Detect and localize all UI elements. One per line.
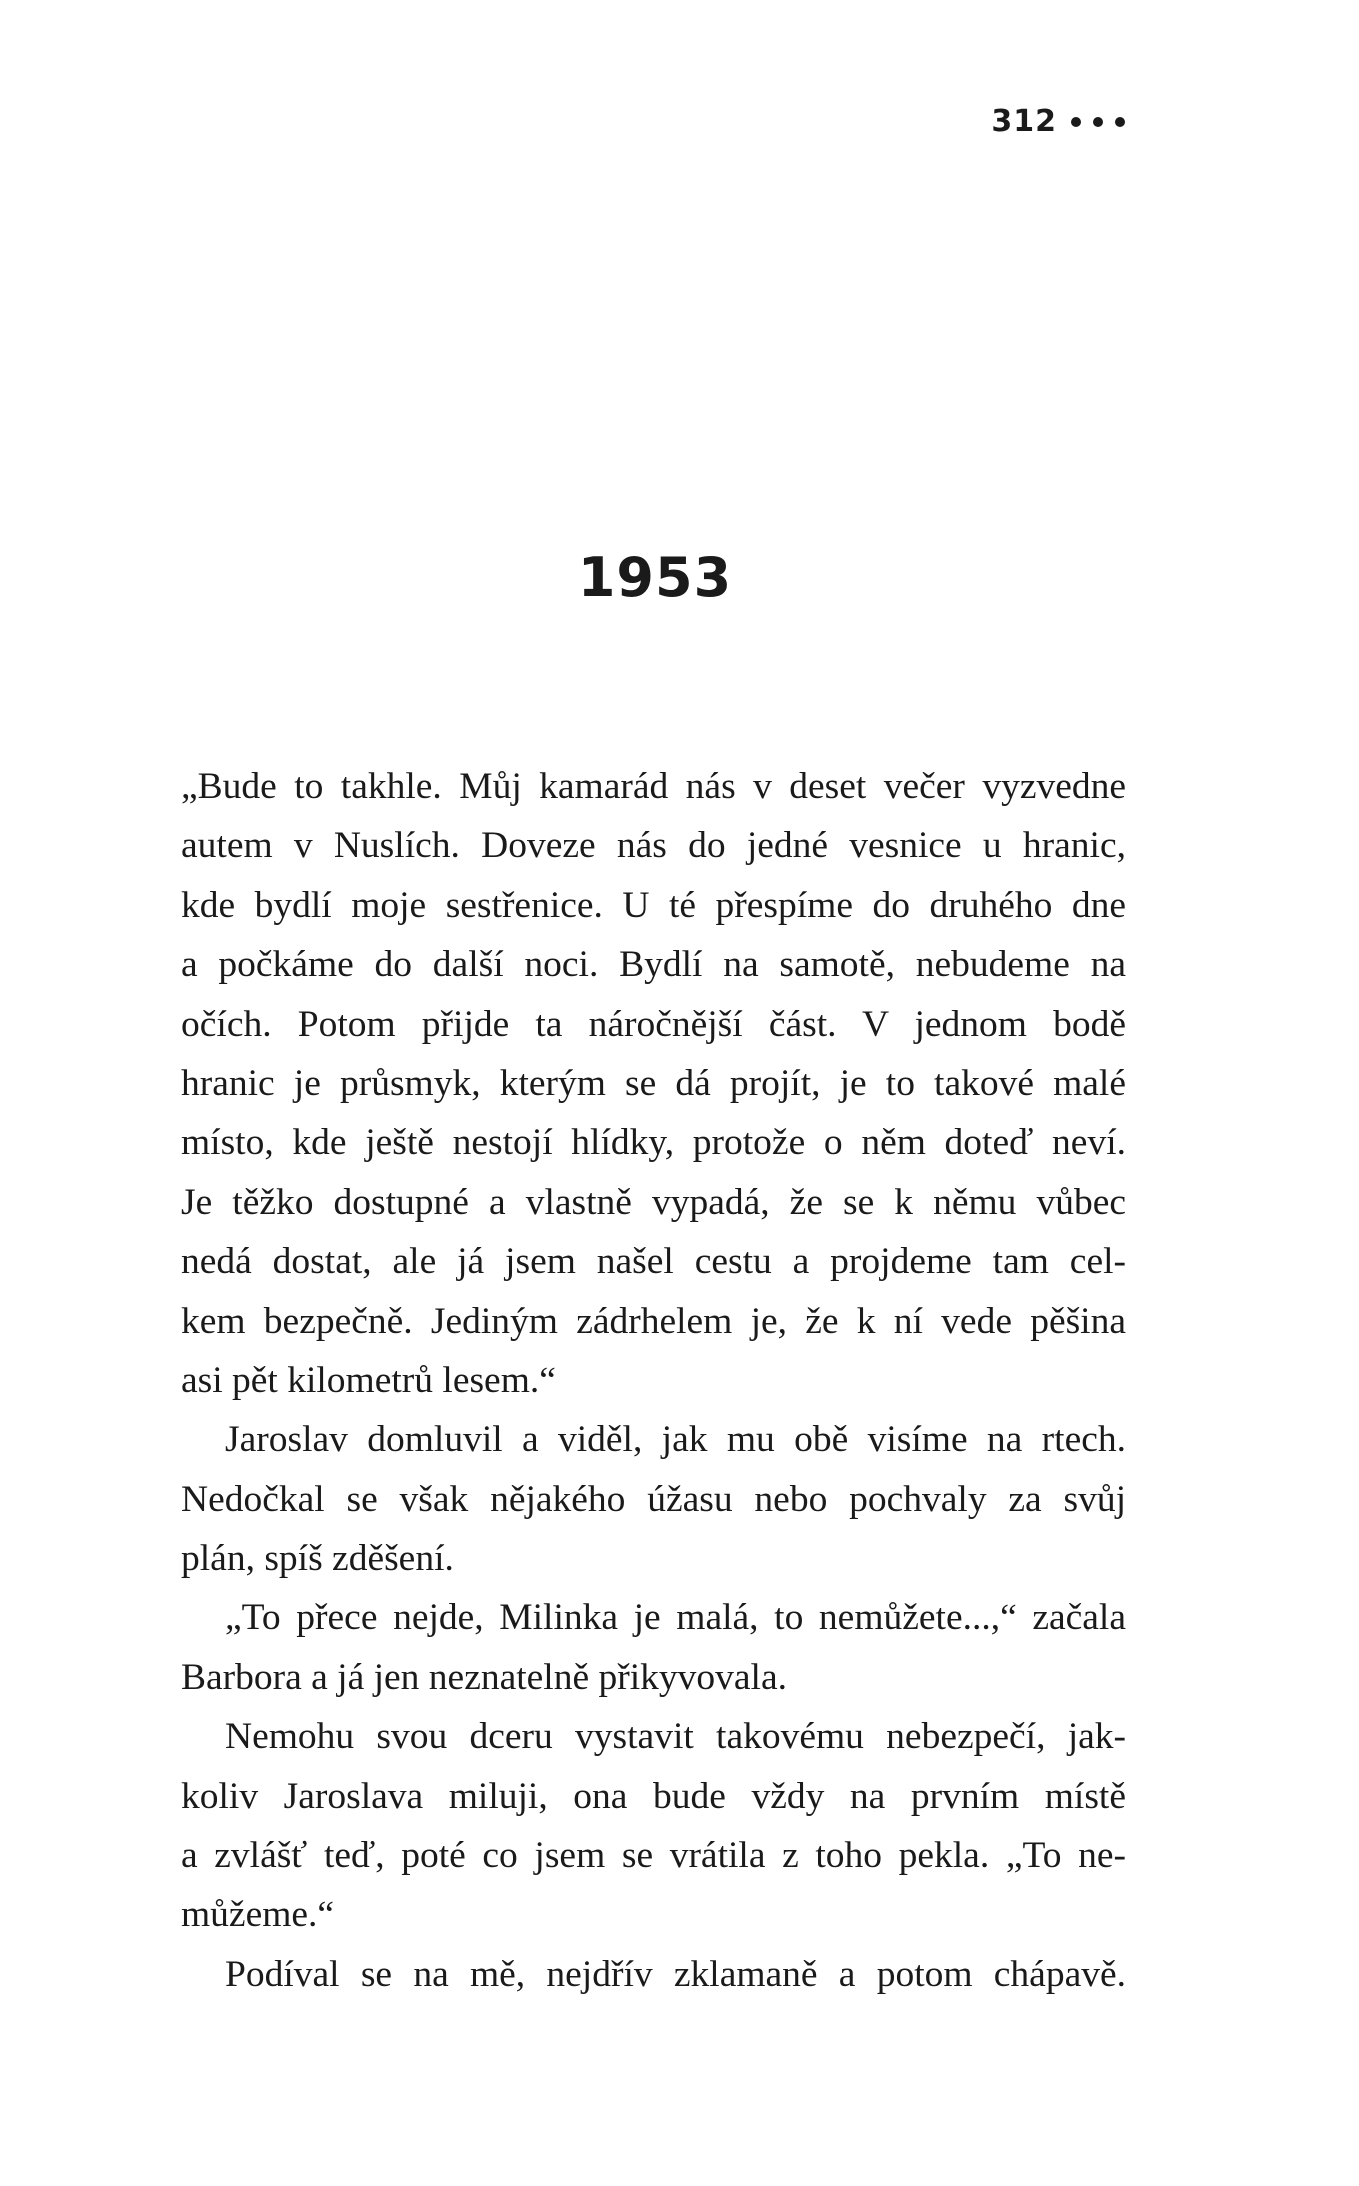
- text-line: koliv Jaroslava miluji, ona bude vždy na prvním místě: [181, 1775, 1126, 1817]
- text-line: můžeme.“: [181, 1894, 335, 1936]
- page-number-value: 312: [991, 104, 1057, 139]
- body-text: [181, 757, 1126, 2004]
- page-number: [991, 104, 1125, 139]
- text-line: místo, kde ještě nestojí hlídky, protože o něm doteď neví.: [181, 1122, 1126, 1164]
- text-line: kde bydlí moje sestřenice. U té přespíme do druhého dne: [181, 884, 1126, 926]
- text-line: „Bude to takhle. Můj kamarád nás v deset večer vyzvedne: [181, 766, 1126, 807]
- text-line: plán, spíš zděšení.: [181, 1538, 454, 1580]
- text-line: a počkáme do další noci. Bydlí na samotě, nebudeme na: [181, 944, 1126, 986]
- text-line: očích. Potom přijde ta náročnější část. V jednom bodě: [181, 1003, 1126, 1045]
- ornament-dot: [1115, 117, 1125, 127]
- ornament-dot: [1071, 117, 1081, 127]
- text-line: nedá dostat, ale já jsem našel cestu a projdeme tam cel-: [181, 1241, 1126, 1283]
- text-line: autem v Nuslích. Doveze nás do jedné vesnice u hranic,: [181, 825, 1126, 867]
- text-line: Barbora a já jen neznatelně přikyvovala.: [181, 1656, 787, 1698]
- text-line: Nemohu svou dceru vystavit takovému nebezpečí, jak-: [225, 1716, 1126, 1758]
- text-line: hranic je průsmyk, kterým se dá projít, je to takové malé: [181, 1062, 1126, 1104]
- text-line: asi pět kilometrů lesem.“: [181, 1359, 556, 1401]
- ornament-dot: [1093, 117, 1103, 127]
- text-line: a zvlášť teď, poté co jsem se vrátila z toho pekla. „To ne-: [181, 1835, 1126, 1877]
- ornament-dots: [1071, 117, 1125, 127]
- text-line: Podíval se na mě, nejdřív zklamaně a potom chápavě.: [225, 1953, 1126, 1995]
- text-line: Je těžko dostupné a vlastně vypadá, že se k němu vůbec: [181, 1181, 1126, 1223]
- text-line: „To přece nejde, Milinka je malá, to nemůžete...,“ začala: [225, 1597, 1126, 1639]
- text-line: Jaroslav domluvil a viděl, jak mu obě visíme na rtech.: [225, 1419, 1126, 1461]
- chapter-title: 1953: [577, 546, 733, 610]
- text-line: Nedočkal se však nějakého úžasu nebo pochvaly za svůj: [181, 1478, 1126, 1520]
- text-line: kem bezpečně. Jediným zádrhelem je, že k ní vede pěšina: [181, 1300, 1126, 1342]
